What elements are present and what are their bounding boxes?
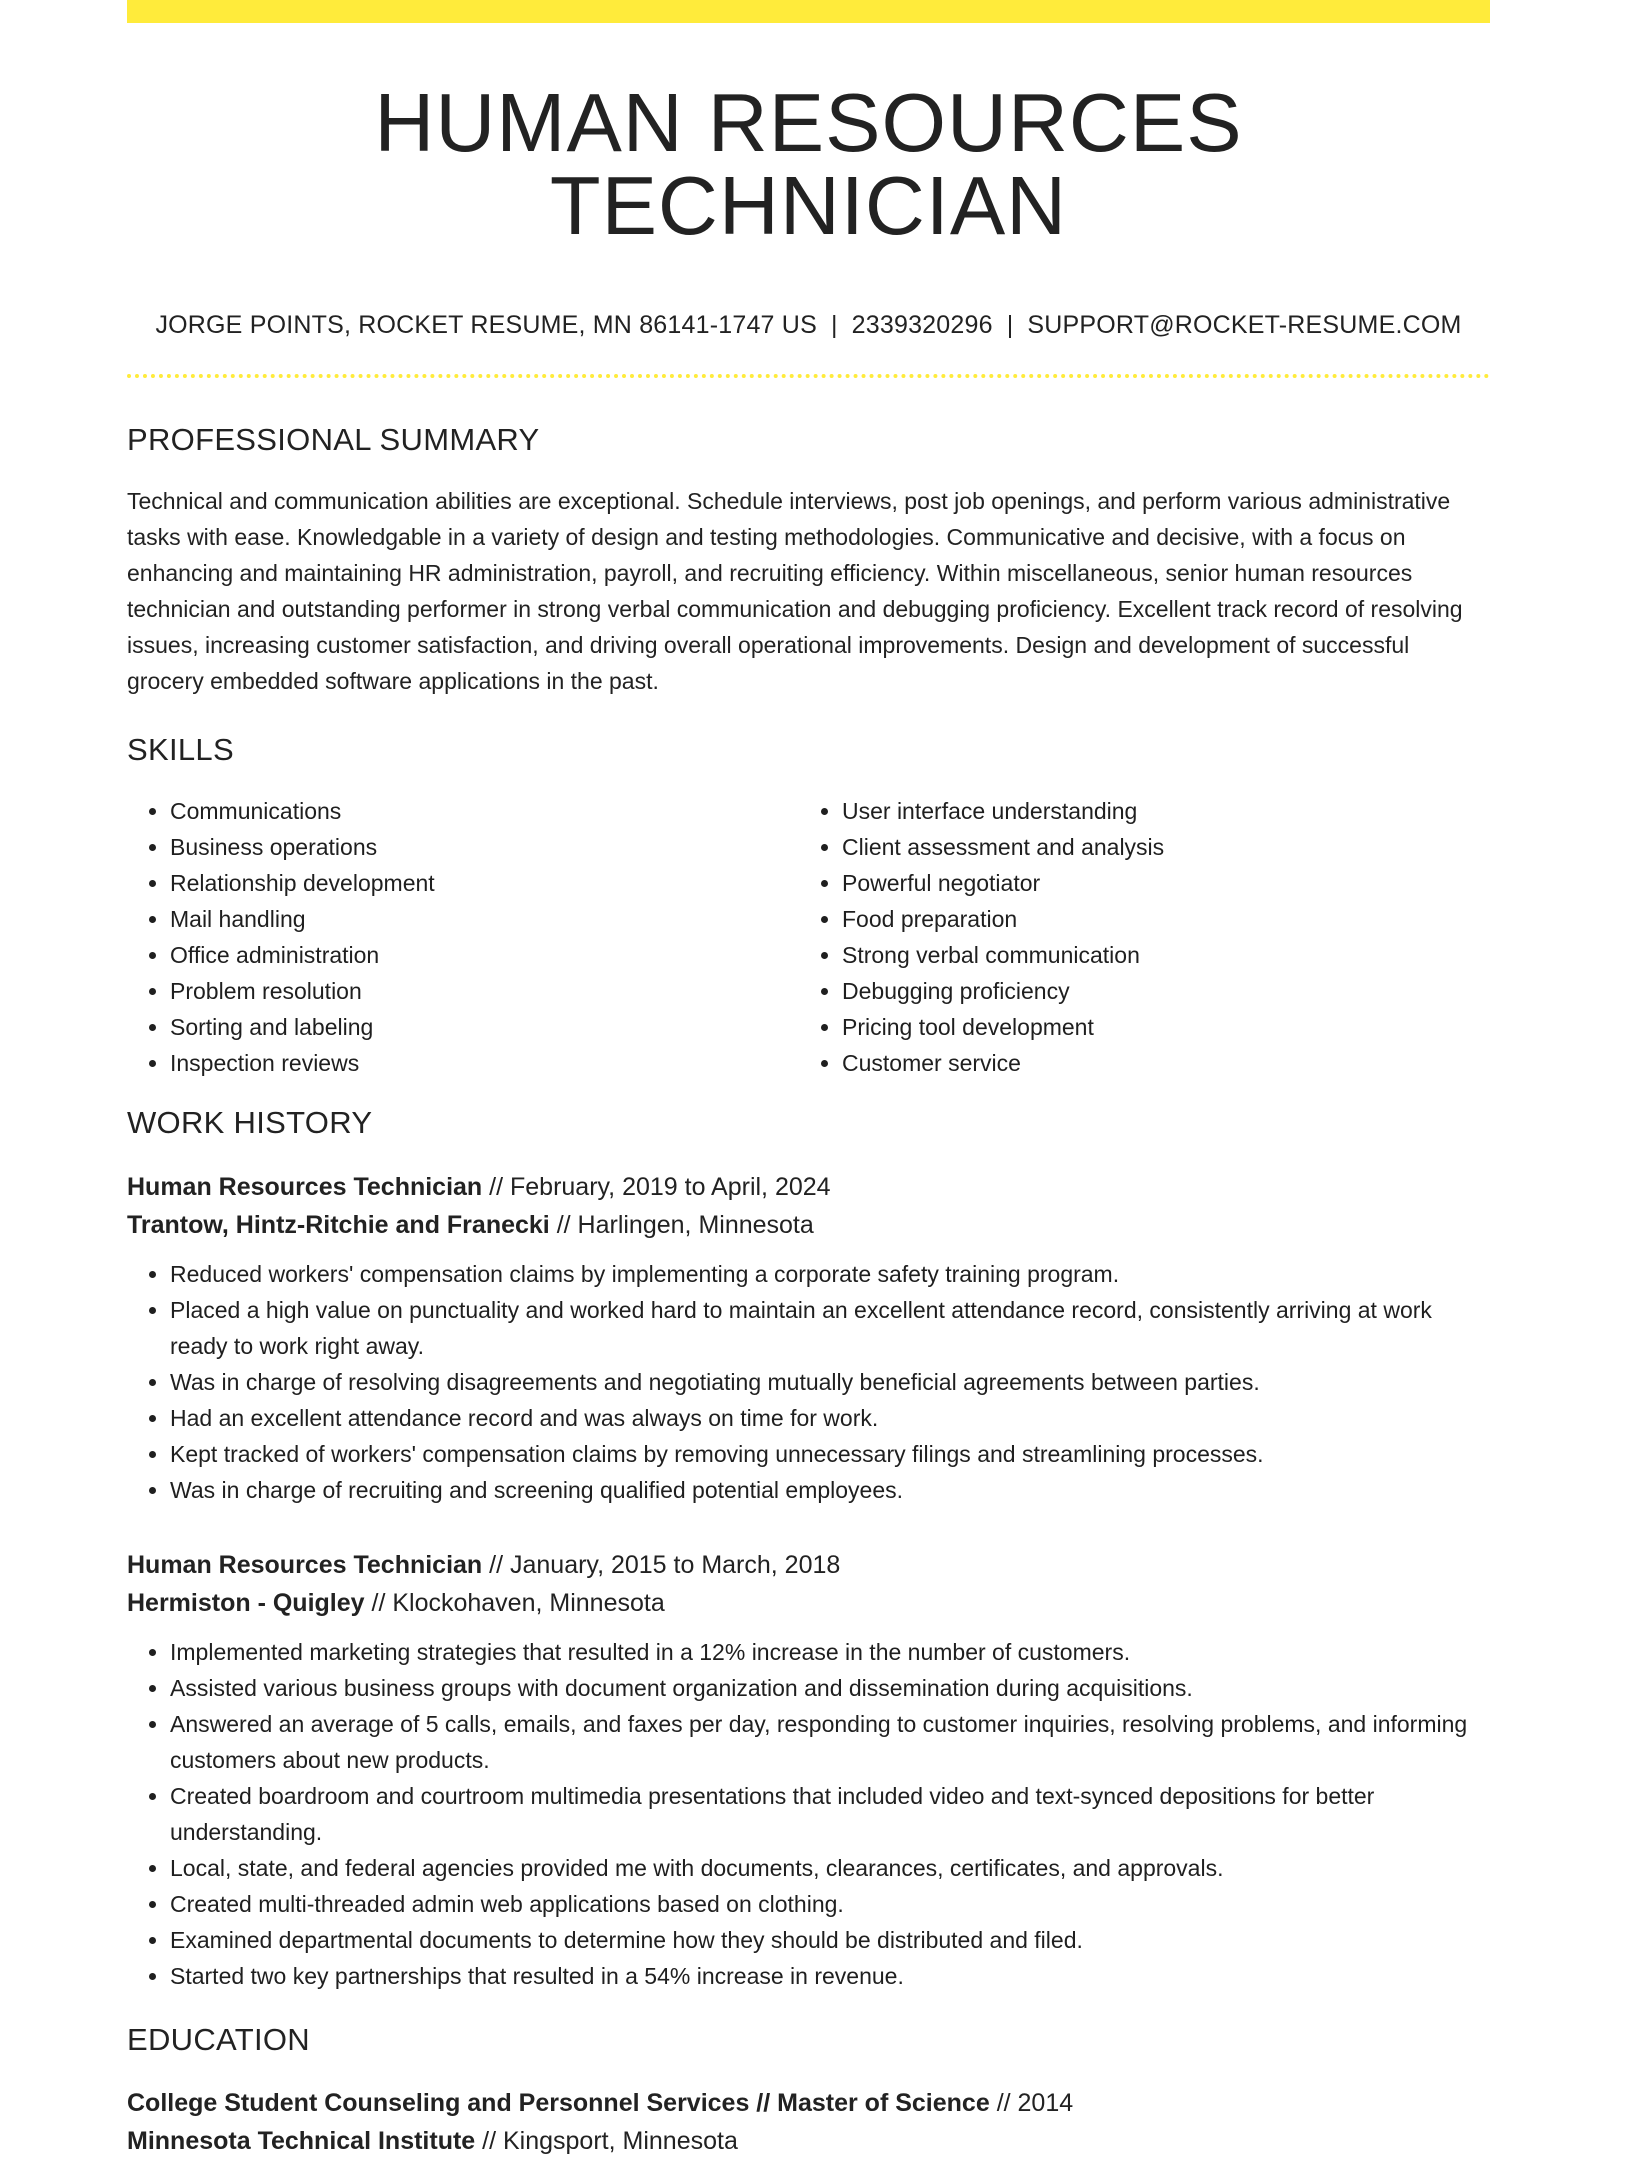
skill-item: • Inspection reviews xyxy=(170,1045,799,1081)
skill-item: • Client assessment and analysis xyxy=(842,829,1471,865)
contact-address: JORGE POINTS, ROCKET RESUME, MN 86141-1747 US xyxy=(155,311,817,339)
job-bullet: • Created multi-threaded admin web applications based on clothing. xyxy=(170,1886,1490,1922)
job-bullet: • Reduced workers' compensation claims by implementing a corporate safety training program. xyxy=(170,1256,1490,1292)
resume-page xyxy=(127,0,1490,2160)
summary-text: Technical and communication abilities are exceptional. Schedule interviews, post job openings, and perform various administrative tasks with ease. Knowledgable in a variety of design and testing methodologies. Communicative and decisive, with a focus on enhancing and maintaining HR administration, payroll, and recruiting efficiency. Within miscellaneous, senior human resources technician and outstanding performer in strong verbal communication and debugging proficiency. Excellent track record of resolving issues, increasing customer satisfaction, and driving overall operational improvements. Design and development of successful grocery embedded software applications in the past. xyxy=(127,488,1463,694)
skill-item: • Powerful negotiator xyxy=(842,865,1471,901)
job-dates: // February, 2019 to April, 2024 xyxy=(489,1173,831,1201)
job-entry xyxy=(127,1168,1490,1508)
education-year: // 2014 xyxy=(996,2089,1074,2117)
job-bullet: • Implemented marketing strategies that resulted in a 12% increase in the number of customers. xyxy=(170,1634,1490,1670)
skill-item: • Customer service xyxy=(842,1045,1471,1081)
skill-item: • Debugging proficiency xyxy=(842,973,1471,1009)
skills-heading: SKILLS xyxy=(127,732,234,767)
contact-separator: | xyxy=(1006,311,1014,339)
job-company-line xyxy=(127,1206,1490,1244)
job-bullet: • Answered an average of 5 calls, emails, and faxes per day, responding to customer inquiries, resolving problems, and informing customers about new products. xyxy=(170,1706,1490,1778)
skill-item: • User interface understanding xyxy=(842,793,1471,829)
job-company-line xyxy=(127,1584,1490,1622)
job-dates: // January, 2015 to March, 2018 xyxy=(489,1551,841,1579)
work-history-heading: WORK HISTORY xyxy=(127,1105,373,1140)
resume-title: HUMAN RESOURCES TECHNICIAN xyxy=(374,76,1243,252)
skill-item: • Mail handling xyxy=(170,901,799,937)
job-title-line xyxy=(127,1546,1490,1584)
skill-item: • Strong verbal communication xyxy=(842,937,1471,973)
job-bullet: • Kept tracked of workers' compensation claims by removing unnecessary filings and streamlining processes. xyxy=(170,1436,1490,1472)
education-school: Minnesota Technical Institute xyxy=(127,2127,476,2155)
skill-item: • Office administration xyxy=(170,937,799,973)
job-bullets xyxy=(127,1634,1490,1994)
job-location: // Klockohaven, Minnesota xyxy=(371,1589,665,1617)
contact-info xyxy=(127,311,1490,340)
skills-right-column xyxy=(799,793,1471,1081)
education-entry xyxy=(127,2084,1490,2160)
accent-top-bar xyxy=(127,0,1490,23)
education-degree-line xyxy=(127,2084,1490,2122)
job-bullet: • Assisted various business groups with document organization and dissemination during acquisitions. xyxy=(170,1670,1490,1706)
education-location: // Kingsport, Minnesota xyxy=(482,2127,738,2155)
skills-grid xyxy=(127,793,1490,1081)
job-entry xyxy=(127,1546,1490,1994)
education-heading: EDUCATION xyxy=(127,2022,310,2057)
job-bullet: • Had an excellent attendance record and was always on time for work. xyxy=(170,1400,1490,1436)
skill-item: • Communications xyxy=(170,793,799,829)
education-school-line xyxy=(127,2122,1490,2160)
skill-item: • Pricing tool development xyxy=(842,1009,1471,1045)
contact-separator: | xyxy=(830,311,838,339)
job-title: Human Resources Technician xyxy=(127,1173,483,1201)
job-bullet: • Created boardroom and courtroom multimedia presentations that included video and text-synced depositions for better understanding. xyxy=(170,1778,1490,1850)
job-bullet: • Started two key partnerships that resulted in a 54% increase in revenue. xyxy=(170,1958,1490,1994)
job-bullet: • Local, state, and federal agencies provided me with documents, clearances, certificates, and approvals. xyxy=(170,1850,1490,1886)
contact-phone: 2339320296 xyxy=(851,311,993,339)
job-bullet: • Placed a high value on punctuality and worked hard to maintain an excellent attendance record, consistently arriving at work ready to work right away. xyxy=(170,1292,1490,1364)
skill-item: • Food preparation xyxy=(842,901,1471,937)
skill-item: • Sorting and labeling xyxy=(170,1009,799,1045)
job-bullets xyxy=(127,1256,1490,1508)
skill-item: • Business operations xyxy=(170,829,799,865)
education-degree: College Student Counseling and Personnel Services // Master of Science xyxy=(127,2089,990,2117)
job-title-line xyxy=(127,1168,1490,1206)
skills-left-column xyxy=(127,793,799,1081)
job-title: Human Resources Technician xyxy=(127,1551,483,1579)
job-bullet: • Examined departmental documents to determine how they should be distributed and filed. xyxy=(170,1922,1490,1958)
job-company: Hermiston - Quigley xyxy=(127,1589,365,1617)
skill-item: • Problem resolution xyxy=(170,973,799,1009)
contact-email: SUPPORT@ROCKET-RESUME.COM xyxy=(1027,311,1462,339)
skill-item: • Relationship development xyxy=(170,865,799,901)
job-location: // Harlingen, Minnesota xyxy=(556,1211,814,1239)
job-bullet: • Was in charge of resolving disagreements and negotiating mutually beneficial agreements between parties. xyxy=(170,1364,1490,1400)
summary-heading: PROFESSIONAL SUMMARY xyxy=(127,422,540,457)
dotted-divider xyxy=(127,374,1490,378)
job-bullet: • Was in charge of recruiting and screening qualified potential employees. xyxy=(170,1472,1490,1508)
job-company: Trantow, Hintz-Ritchie and Franecki xyxy=(127,1211,550,1239)
